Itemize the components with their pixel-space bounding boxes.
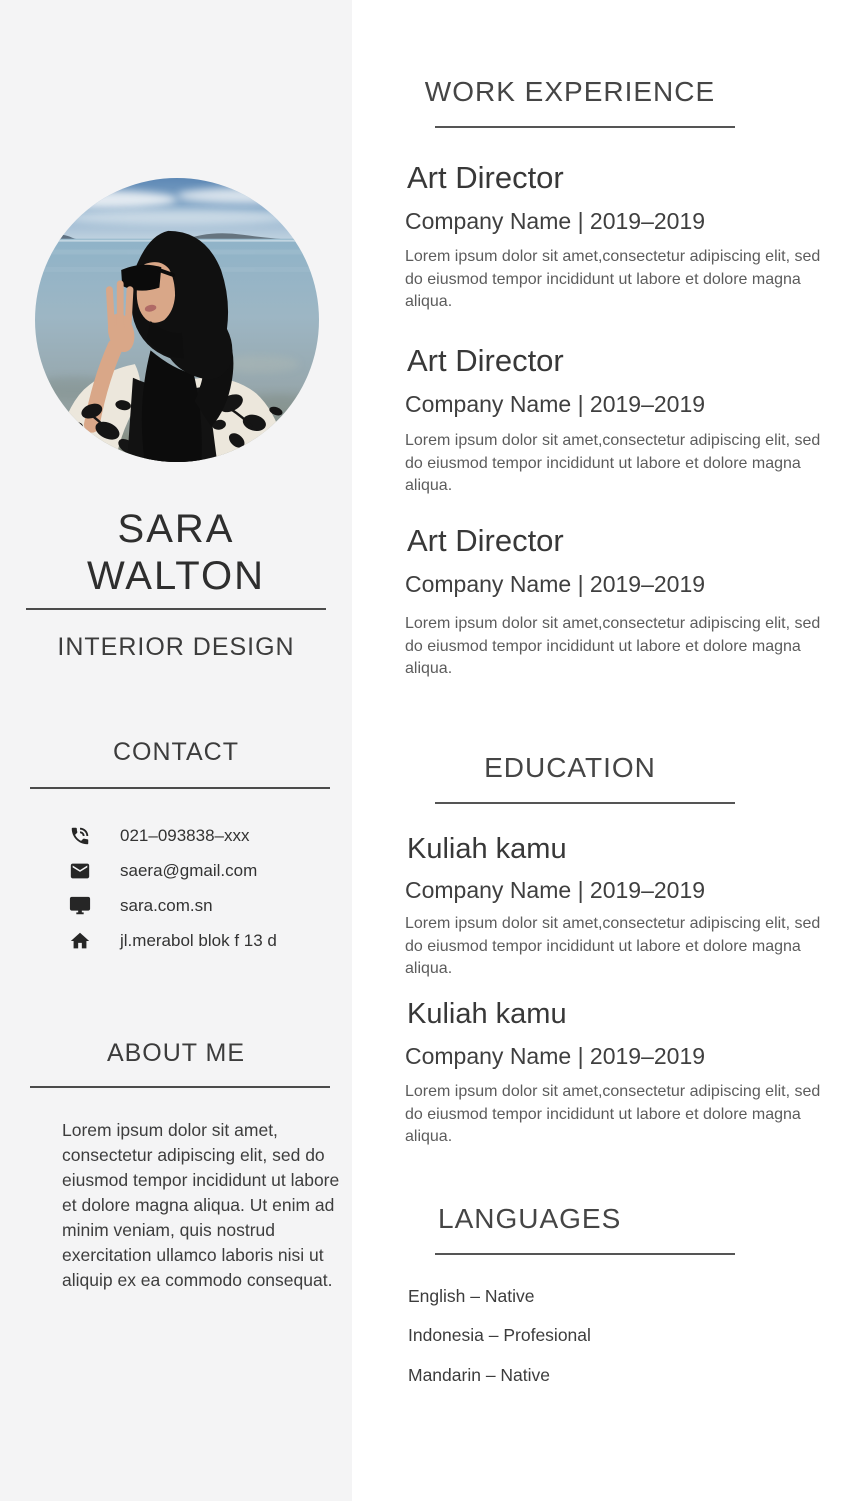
education-entry-description: Lorem ipsum dolor sit amet,consectetur adipiscing elit, sed do eiusmod tempor incididunt ut labore et dolore magna aliqua. [405,1083,821,1145]
work-experience-heading: WORK EXPERIENCE [424,76,716,107]
work-entry-title: Art Director [407,343,564,378]
education-entry-subtitle: Company Name | 2019–2019 [405,877,706,903]
profile-name [0,506,352,600]
education-entry-description: Lorem ipsum dolor sit amet,consectetur adipiscing elit, sed do eiusmod tempor incididunt ut labore et dolore magna aliqua. [405,915,821,977]
email-icon [68,859,92,883]
about-heading: ABOUT ME [106,1039,246,1067]
phone-icon [68,824,92,848]
contact-row-email [68,859,338,883]
education-heading: EDUCATION [484,752,656,783]
education-entry-subtitle: Company Name | 2019–2019 [405,1043,706,1069]
sidebar-panel [0,0,352,1501]
work-entry-title: Art Director [407,160,564,195]
work-experience-divider [435,126,735,128]
contact-row-phone [68,824,338,848]
education-entry-title: Kuliah kamu [407,833,567,865]
contact-address-value: jl.merabol blok f 13 d [120,931,277,950]
work-entry-description: Lorem ipsum dolor sit amet,consectetur adipiscing elit, sed do eiusmod tempor incididunt ut labore et dolore magna aliqua. [405,432,821,494]
about-text: Lorem ipsum dolor sit amet, consectetur adipiscing elit, sed do eiusmod tempor incididunt ut labore et dolore magna aliqua. Ut enim ad minim veniam, quis nostrud exercitation ullamco laboris nisi ut aliquip ex ea commodo consequat. [62,1120,340,1290]
education-entry-title: Kuliah kamu [407,998,567,1030]
work-entry-description: Lorem ipsum dolor sit amet,consectetur adipiscing elit, sed do eiusmod tempor incididunt ut labore et dolore magna aliqua. [405,248,821,310]
main-panel [352,0,844,1501]
profile-name-line2: WALTON [87,554,265,598]
profile-photo-illustration [35,178,319,462]
languages-heading: LANGUAGES [438,1203,622,1234]
work-entry-subtitle: Company Name | 2019–2019 [405,208,706,234]
profile-name-line1: SARA [117,507,235,551]
language-item: Indonesia – Profesional [408,1325,591,1345]
contact-row-address [68,929,338,953]
name-divider [26,608,326,610]
contact-list [68,824,338,964]
website-icon [68,894,92,918]
profile-role: INTERIOR DESIGN [57,633,295,661]
contact-website-value: sara.com.sn [120,896,213,915]
contact-phone-value: 021–093838–xxx [120,826,250,845]
languages-divider [435,1253,735,1255]
work-entry-title: Art Director [407,523,564,558]
contact-email-value: saera@gmail.com [120,861,258,880]
contact-heading: CONTACT [113,738,239,766]
work-entry-subtitle: Company Name | 2019–2019 [405,571,706,597]
contact-row-website [68,894,338,918]
language-item: Mandarin – Native [408,1365,551,1385]
language-item: English – Native [408,1286,535,1306]
work-entry-subtitle: Company Name | 2019–2019 [405,391,706,417]
education-divider [435,802,735,804]
work-entry-description: Lorem ipsum dolor sit amet,consectetur adipiscing elit, sed do eiusmod tempor incididunt ut labore et dolore magna aliqua. [405,615,821,677]
home-icon [68,929,92,953]
about-divider [30,1086,330,1088]
contact-divider [30,787,330,789]
profile-photo [35,178,319,462]
